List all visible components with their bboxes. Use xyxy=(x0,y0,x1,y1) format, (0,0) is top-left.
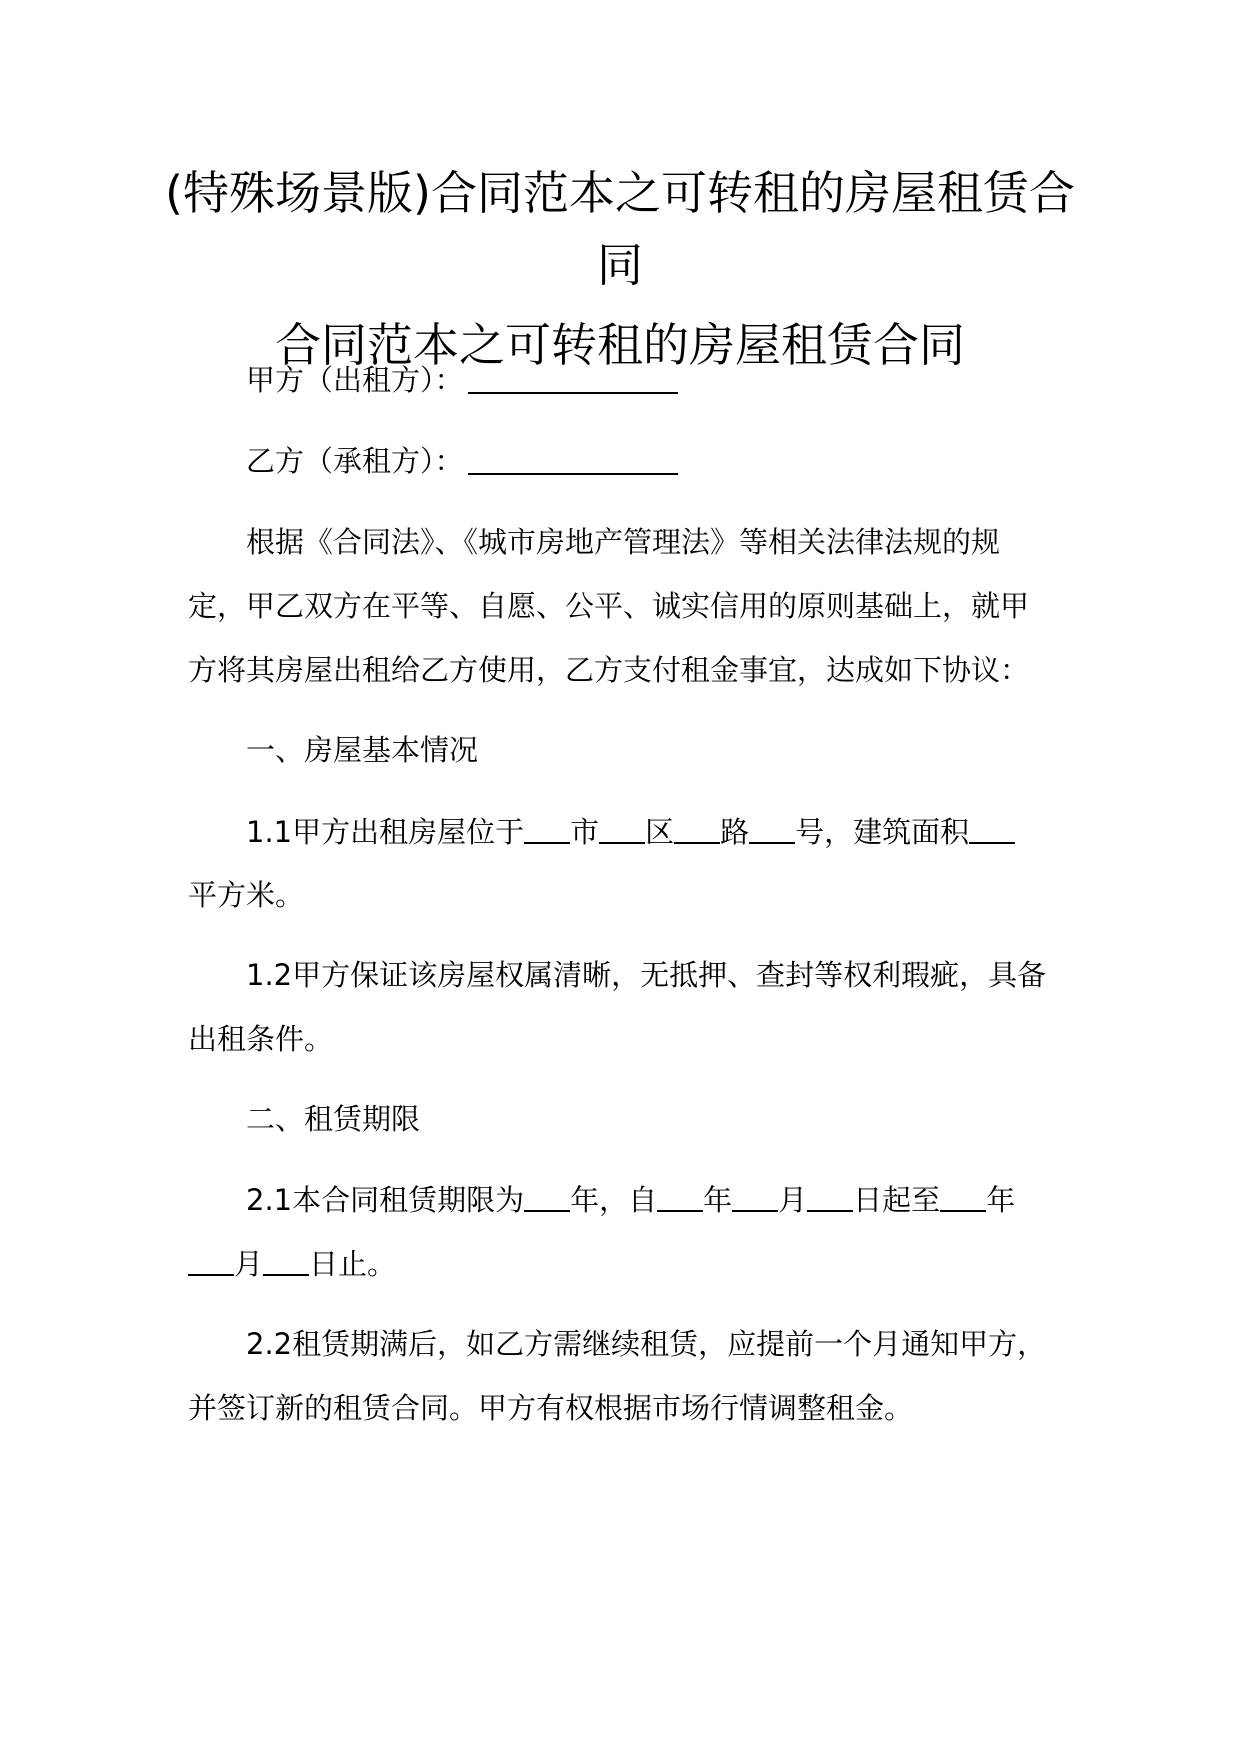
clause-1-2-line-1: 1.2甲方保证该房屋权属清晰，无抵押、查封等权利瑕疵，具备 xyxy=(246,958,1047,992)
document-title-line-2: 同 xyxy=(597,238,643,292)
end-year-blank[interactable] xyxy=(940,1186,986,1212)
start-year-blank[interactable] xyxy=(657,1186,703,1212)
clause-2-1-day-to: 日起至 xyxy=(853,1183,941,1217)
clause-1-1-city: 市 xyxy=(570,815,600,849)
end-month-blank[interactable] xyxy=(188,1250,234,1276)
clause-2-1-line-2 xyxy=(188,1229,1056,1299)
clause-1-1-prefix: 1.1甲方出租房屋位于 xyxy=(246,815,525,849)
party-a-label: 甲方（出租方）： xyxy=(246,363,464,397)
intro-line-3: 方将其房屋出租给乙方使用，乙方支付租金事宜，达成如下协议： xyxy=(188,653,1030,687)
number-blank[interactable] xyxy=(749,818,795,844)
clause-2-1-prefix: 2.1本合同租赁期限为 xyxy=(246,1183,525,1217)
clause-2-1-year: 年 xyxy=(703,1183,733,1217)
clause-1-1-number: 号，建筑面积 xyxy=(795,815,970,849)
clause-2-1-year2: 年 xyxy=(986,1183,1016,1217)
party-b-line xyxy=(188,426,1056,496)
district-blank[interactable] xyxy=(599,818,645,844)
clause-2-1-day-end: 日止。 xyxy=(309,1247,397,1281)
clause-1-2-line-2: 出租条件。 xyxy=(188,1022,334,1056)
road-blank[interactable] xyxy=(674,818,720,844)
party-b-label: 乙方（承租方）： xyxy=(246,444,464,478)
clause-1-1-line-1 xyxy=(188,797,1056,867)
start-month-blank[interactable] xyxy=(732,1186,778,1212)
intro-line-2: 定，甲乙双方在平等、自愿、公平、诚实信用的原则基础上，就甲 xyxy=(188,589,1030,623)
clause-2-2-line-2: 并签订新的租赁合同。甲方有权根据市场行情调整租金。 xyxy=(188,1391,914,1425)
clause-1-1-district: 区 xyxy=(645,815,675,849)
clause-2-1-years-from: 年，自 xyxy=(570,1183,658,1217)
clause-2-1-line-1 xyxy=(188,1165,1056,1235)
clause-2-1-month: 月 xyxy=(778,1183,808,1217)
party-b-blank[interactable] xyxy=(468,443,678,475)
party-a-line xyxy=(188,345,1056,415)
intro-line-1: 根据《合同法》、《城市房地产管理法》等相关法律法规的规 xyxy=(246,525,1001,559)
document-subtitle: 合同范本之可转租的房屋租赁合同 xyxy=(275,318,965,372)
section-1-heading: 一、房屋基本情况 xyxy=(246,733,479,767)
document-title-line-1: (特殊场景版)合同范本之可转租的房屋租赁合 xyxy=(165,166,1075,220)
section-2-heading: 二、租赁期限 xyxy=(246,1102,421,1136)
party-a-blank[interactable] xyxy=(468,362,678,394)
clause-2-2-line-1: 2.2租赁期满后，如乙方需继续租赁，应提前一个月通知甲方， xyxy=(246,1327,1047,1361)
end-day-blank[interactable] xyxy=(263,1250,309,1276)
years-blank[interactable] xyxy=(524,1186,570,1212)
area-blank[interactable] xyxy=(969,818,1015,844)
city-blank[interactable] xyxy=(524,818,570,844)
clause-2-1-month2: 月 xyxy=(234,1247,264,1281)
clause-1-1-road: 路 xyxy=(720,815,750,849)
clause-1-1-line-2: 平方米。 xyxy=(188,878,305,912)
start-day-blank[interactable] xyxy=(807,1186,853,1212)
